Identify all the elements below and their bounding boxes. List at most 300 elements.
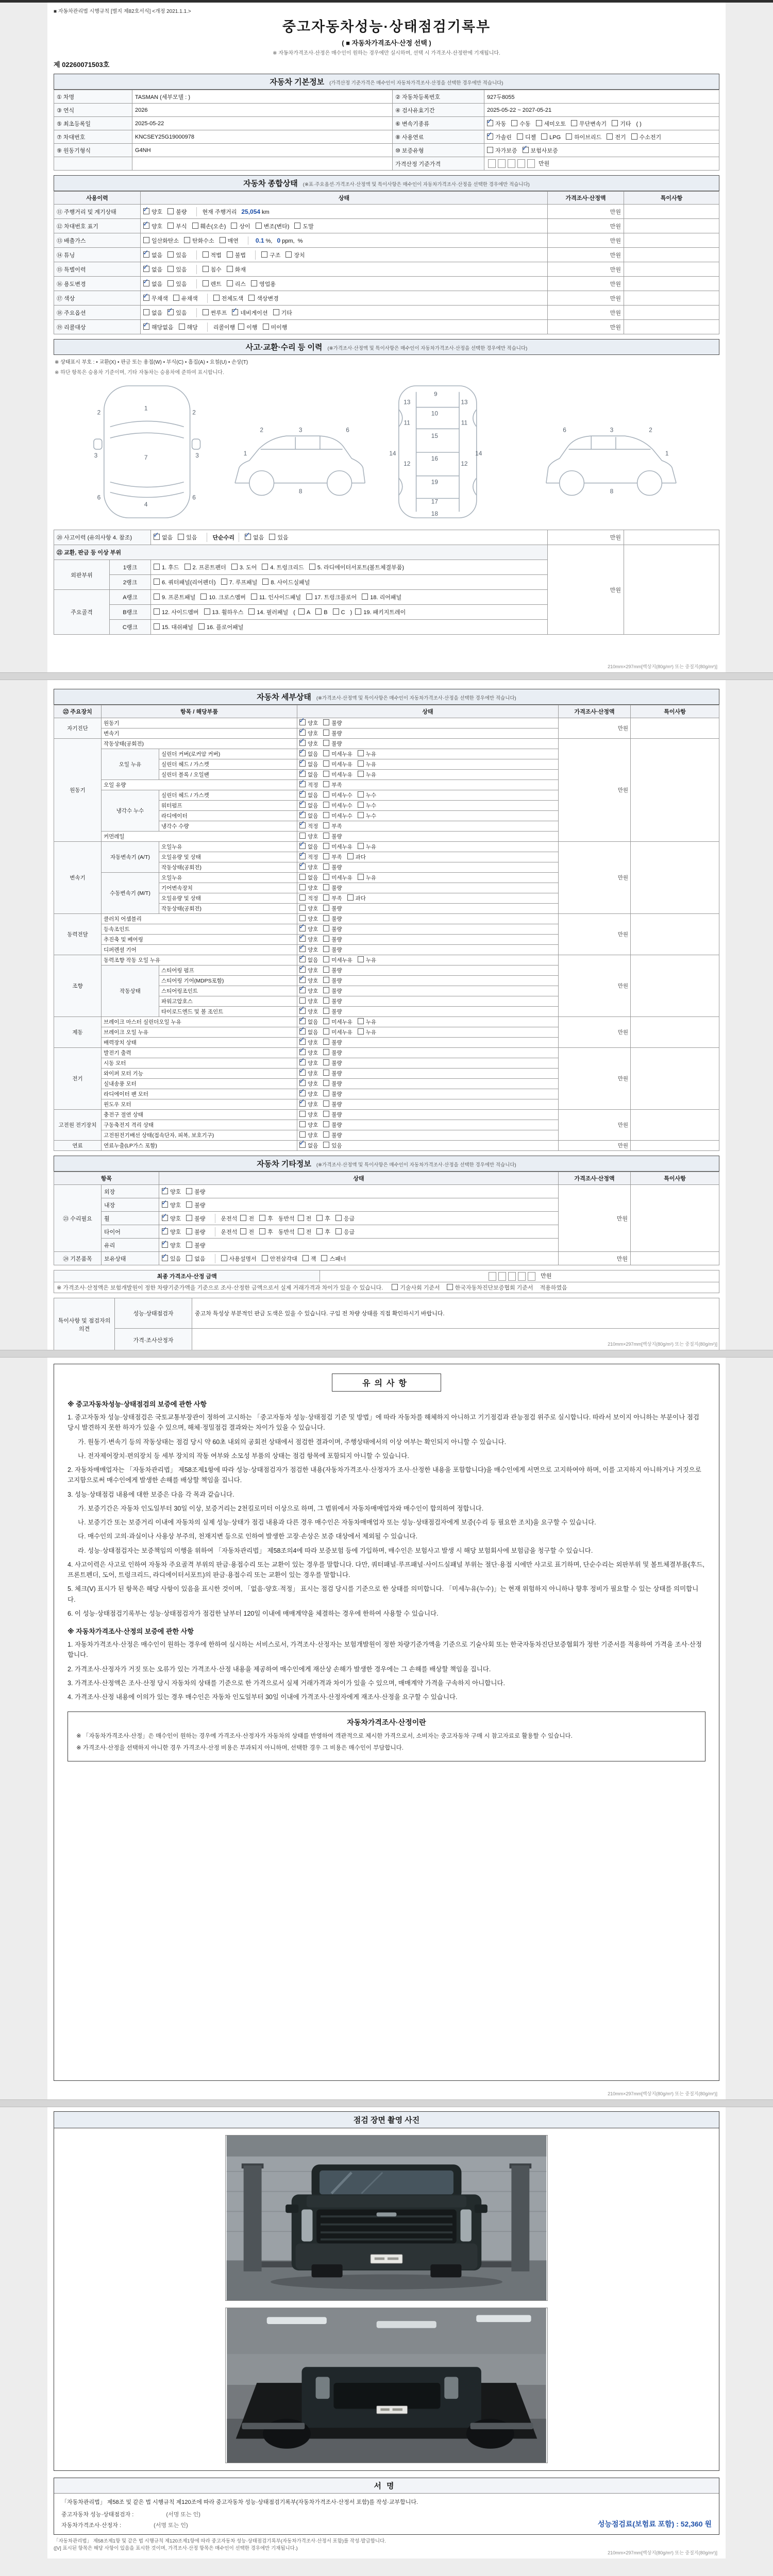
checkbox[interactable] [323,1039,329,1045]
option-9. 프론트패널 [154,593,195,601]
diagram-note: ※ 하단 항목은 승용차 기준이며, 기타 자동차는 승용차에 준하여 표시합니다. [55,370,224,376]
checkbox[interactable] [323,987,329,993]
checkbox-checked[interactable] [299,925,306,931]
checkbox-checked[interactable] [245,534,251,540]
checkbox[interactable] [323,1090,329,1096]
checkbox[interactable] [323,771,329,777]
checkbox[interactable] [511,120,517,126]
option-label: 불량 [331,1101,342,1108]
checkbox[interactable] [299,915,306,921]
checkbox[interactable] [347,894,354,901]
checkbox-checked[interactable] [299,740,306,746]
option-label: 누유 [365,761,377,768]
checkbox[interactable] [358,750,364,756]
checkbox[interactable] [298,608,305,615]
option-불량 [186,1228,205,1236]
checkbox[interactable] [299,884,306,890]
checkbox[interactable] [323,884,329,890]
option-불량 [323,936,342,943]
checkbox-checked[interactable] [299,1142,306,1148]
option-12. 사이드멤버 [154,608,198,616]
inspector-signature-label: 중고자동차 성능·상태점검자 : [61,2512,134,2518]
checkbox-checked[interactable] [299,1008,306,1014]
option-label: 불량 [331,834,342,840]
checkbox[interactable] [321,1255,327,1261]
notice-item: 다. 매수인의 고의·과실이나 사용상 부주의, 천재지변 등으로 인하여 발생한 고장·손상은 보증 대상에서 제외될 수 있습니다. [78,1533,418,1540]
option-훼손(오손) [192,222,226,230]
option-label: 2. 프론트펜더 [192,565,226,571]
option-사용설명서 [221,1255,257,1263]
option-label: 양호 [308,947,318,953]
checkbox[interactable] [299,997,306,1004]
price-digit-box [517,159,525,168]
checkbox-checked[interactable] [299,1039,306,1045]
document-number: 제 02260071503호 [54,61,110,69]
column-header: 가격조사·산정액 [548,192,624,205]
state-cell [297,718,559,728]
item-label: 작동상태(공회전) [159,904,297,914]
checkbox[interactable] [262,564,268,570]
checkbox[interactable] [259,1228,265,1234]
remarks-cell [631,1252,719,1265]
option-label: 있음 [176,266,187,273]
checkbox[interactable] [186,1188,192,1194]
checkbox[interactable] [358,874,364,880]
checkbox[interactable] [299,1131,306,1138]
checkbox-checked[interactable] [299,936,306,942]
option-label: 양호 [308,916,318,922]
option-prefix-text: 현재 주행거리 [202,209,237,215]
checkbox[interactable] [323,1028,329,1035]
option-양호 [143,222,162,230]
checkbox-checked[interactable] [299,1028,306,1035]
checkbox-checked[interactable] [299,1080,306,1086]
checkbox[interactable] [323,905,329,911]
checkbox-checked[interactable] [299,967,306,973]
checkbox[interactable] [273,309,279,315]
column-header: 가격조사·산정액 [559,1172,631,1185]
option-label: 불량 [331,1071,342,1077]
checkbox[interactable] [323,946,329,952]
checkbox[interactable] [203,280,209,286]
option-group [299,1028,385,1037]
option-전 [240,1214,254,1223]
checkbox[interactable] [299,894,306,901]
page-divider [0,1350,773,1358]
checkbox[interactable] [335,1215,342,1221]
checkbox[interactable] [154,623,160,630]
checkbox-checked[interactable] [299,802,306,808]
checkbox[interactable] [323,760,329,767]
checkbox-checked[interactable] [299,719,306,725]
checkbox-checked[interactable] [299,730,306,736]
price-option-line[interactable]: ( ■ 자동차가격조사·산정 선택 ) [342,39,431,47]
checkbox[interactable] [323,740,329,746]
checkbox[interactable] [204,608,210,615]
checkbox[interactable] [248,608,255,615]
checkbox[interactable] [192,223,198,229]
checkbox[interactable] [154,579,160,585]
checkbox[interactable] [186,1228,192,1234]
state-cell [159,1212,559,1225]
option-양호 [143,208,162,216]
checkbox[interactable] [221,1255,227,1261]
checkbox[interactable] [299,874,306,880]
checkbox[interactable] [167,208,174,214]
checkbox[interactable] [323,750,329,756]
checkbox[interactable] [167,266,174,272]
option-없음 [143,309,162,317]
checkbox[interactable] [335,1228,342,1234]
checkbox[interactable] [323,894,329,901]
checkbox[interactable] [263,324,269,330]
option-group [299,925,351,934]
checkbox-checked[interactable] [299,1090,306,1096]
checkbox[interactable] [358,1018,364,1024]
state-cell [141,219,548,233]
checkbox-checked[interactable] [299,843,306,849]
checkbox-checked[interactable] [299,791,306,798]
checkbox[interactable] [143,309,149,315]
checkbox[interactable] [487,147,493,153]
checkbox[interactable] [323,1111,329,1117]
checkbox[interactable] [323,915,329,921]
option-label: 양호 [308,988,318,994]
option-label: 영업용 [259,281,276,287]
checkbox[interactable] [541,133,547,140]
checkbox[interactable] [231,223,237,229]
option-label: C [341,609,345,616]
checkbox[interactable] [167,223,174,229]
option-구조 [261,251,280,259]
checkbox[interactable] [323,1008,329,1014]
checkbox[interactable] [186,1242,192,1248]
checkbox[interactable] [299,1121,306,1127]
checkbox[interactable] [303,1255,309,1261]
checkbox-checked[interactable] [487,133,493,140]
checkbox[interactable] [323,719,329,725]
checkbox[interactable] [256,223,262,229]
checkbox[interactable] [316,1215,323,1221]
checkbox[interactable] [299,1111,306,1117]
panel-rank-label: C랭크 [110,620,151,635]
checkbox[interactable] [358,1028,364,1035]
checkbox-checked[interactable] [143,295,149,301]
checkbox-checked[interactable] [299,946,306,952]
inspection-fee-label: 성능점검료(보험료 포함) : [597,2520,679,2528]
checkbox[interactable] [323,1142,329,1148]
notice-item: 5. 체크(V) 표시가 된 항목은 해당 사항이 있음을 표시한 것이며, 「없음·양호·적정」 표시는 점검 당시를 기준으로 한 상태를 의미합니다. 「미세누유(누수)」는 현재 위험하지 아니하나 향후 정비가 필요할 수 있는 상태를 의미합니다. [68,1585,699,1603]
checkbox[interactable] [358,843,364,849]
option-group [215,1254,356,1263]
accident-history-section [54,339,719,635]
option-label: 있음 [277,535,289,541]
checkbox[interactable] [227,280,233,286]
checkbox[interactable] [323,812,329,818]
checkbox[interactable] [323,1059,329,1065]
checkbox[interactable] [323,977,329,983]
detail-row [54,1110,719,1120]
checkbox[interactable] [251,280,257,286]
checkbox[interactable] [347,853,354,859]
option-불량 [323,1070,342,1077]
checkbox[interactable] [566,133,572,140]
checkbox[interactable] [323,1121,329,1127]
option-불량 [323,719,342,727]
checkbox[interactable] [220,237,226,243]
checkbox[interactable] [299,905,306,911]
header-row [54,705,719,718]
checkbox[interactable] [333,608,339,615]
checkbox[interactable] [167,280,174,286]
checkbox-checked[interactable] [154,534,160,540]
checkbox[interactable] [323,1018,329,1024]
checkbox-checked[interactable] [143,266,149,272]
checkbox[interactable] [362,594,368,600]
checkbox[interactable] [294,223,300,229]
checkbox[interactable] [315,608,322,615]
option-label: 불량 [194,1189,206,1195]
panel-rank-label: A랭크 [110,590,151,605]
checkbox[interactable] [203,251,209,258]
checkbox-checked[interactable] [299,977,306,983]
price-estimate-cell: 만원 [548,320,624,334]
checkbox[interactable] [323,833,329,839]
option-label: 불법 [234,252,246,259]
checkbox-checked[interactable] [299,822,306,828]
checkbox-checked[interactable] [299,956,306,962]
checkbox-checked[interactable] [299,1100,306,1107]
option-prefix-text: ( [293,609,295,616]
checkbox[interactable] [178,534,184,540]
checkbox[interactable] [323,874,329,880]
price-estimate-cell: 만원 [548,262,624,277]
checkbox[interactable] [323,1080,329,1086]
checkbox[interactable] [285,251,292,258]
checkbox-checked[interactable] [162,1242,168,1248]
checkbox[interactable] [240,1228,246,1234]
item-label: 연료누출(LP가스 포함) [102,1141,297,1151]
checkbox-checked[interactable] [299,781,306,787]
price-estimate-cell: 만원 [548,530,624,545]
checkbox[interactable] [517,133,523,140]
checkbox[interactable] [323,791,329,798]
section-header [54,74,719,90]
option-응급 [335,1228,355,1236]
checkbox[interactable] [298,1215,304,1221]
checkbox[interactable] [186,1201,192,1208]
checkbox-checked[interactable] [143,251,149,258]
checkbox-checked[interactable] [162,1228,168,1234]
checkbox[interactable] [323,822,329,828]
section-note: (※표·주요옵션·가격조사·산정액 및 특이사항은 매수인이 자동차가격조사·산정을 선택한 경우에만 적습니다) [303,182,530,188]
footer-note-1: 「자동차관리법」 제58조제1항 및 같은 법 시행규칙 제120조제1항에 따라 중고자동차 성능·상태점검기록부(자동차가격조사·산정서 포함)를 작성·발급합니다. [54,2538,386,2544]
checkbox[interactable] [184,564,191,570]
option-group [299,904,351,913]
option-label: 양호 [308,741,318,747]
option-label: 없음 [308,751,318,757]
option-label: 일산화탄소 [152,238,179,244]
checkbox[interactable] [154,594,160,600]
checkbox[interactable] [203,309,209,315]
checkbox-checked[interactable] [162,1215,168,1221]
checkbox[interactable] [323,1131,329,1138]
checkbox[interactable] [447,1284,453,1290]
checkbox-checked[interactable] [143,208,149,214]
checkbox-checked[interactable] [299,863,306,870]
checkbox[interactable] [184,237,190,243]
checkbox[interactable] [323,1049,329,1055]
checkbox-checked[interactable] [299,1070,306,1076]
checkbox-checked[interactable] [167,309,174,315]
checkbox[interactable] [309,564,315,570]
notice-item: 2. 가격조사·산정자가 거짓 또는 오류가 있는 가격조사·산정 내용을 제공하여 매수인에게 재산상 손해가 발생한 경우에는 그 손해를 배상할 책임을 집니다. [68,1665,491,1673]
checkbox-checked[interactable] [299,987,306,993]
item-label: 원동기 [102,718,297,728]
checkbox[interactable] [298,1228,304,1234]
checkbox[interactable] [154,608,160,615]
checkbox[interactable] [200,594,207,600]
state-cell [297,1017,559,1027]
checkbox[interactable] [392,1284,398,1290]
checkbox[interactable] [323,1070,329,1076]
field-label: ② 자동차등록번호 [393,90,484,104]
checkbox[interactable] [571,120,577,126]
checkbox[interactable] [607,133,613,140]
checkbox[interactable] [198,623,205,630]
checkbox[interactable] [240,1215,246,1221]
checkbox[interactable] [231,564,238,570]
checkbox[interactable] [227,266,233,272]
checkbox[interactable] [323,781,329,787]
checkbox[interactable] [179,324,185,330]
checkbox[interactable] [323,843,329,849]
checkbox-checked[interactable] [299,750,306,756]
checkbox-checked[interactable] [162,1188,168,1194]
checkbox-checked[interactable] [299,812,306,818]
checkbox[interactable] [358,956,364,962]
overall-condition-section [54,175,719,334]
checkbox-checked[interactable] [299,1049,306,1055]
notice-item: 3. 가격조사·산정액은 조사·산정 당시 자동차의 상태를 기준으로 한 가격으로서 실제 거래가격과 차이가 있을 수 있으며, 매매계약 가격을 구속하지 아니합니다. [68,1679,505,1687]
checkbox[interactable] [269,534,275,540]
checkbox[interactable] [251,594,257,600]
checkbox-checked[interactable] [299,1018,306,1024]
option-label: 미세누유 [331,1019,352,1025]
checkbox[interactable] [227,251,233,258]
checkbox[interactable] [612,120,618,126]
checkbox[interactable] [358,771,364,777]
checkbox[interactable] [323,853,329,859]
basic-info-section [54,74,719,171]
checkbox[interactable] [173,295,179,301]
inspection-photos-title: 점검 장면 촬영 사진 [54,2112,719,2128]
state-cell [297,996,559,1007]
option-group [143,207,196,216]
checkbox[interactable] [323,730,329,736]
diagram-part-number: 13 [461,398,468,406]
checkbox-checked[interactable] [523,147,529,153]
checkbox[interactable] [323,956,329,962]
checkbox-checked[interactable] [162,1255,168,1261]
checkbox[interactable] [358,791,364,798]
checkbox[interactable] [167,251,174,258]
checkbox[interactable] [203,266,209,272]
checkbox[interactable] [238,324,244,330]
checkbox[interactable] [323,936,329,942]
device-name: 변속기 [54,842,102,914]
checkbox[interactable] [323,1100,329,1107]
option-group [299,791,385,800]
checkbox[interactable] [213,295,220,301]
checkbox[interactable] [358,812,364,818]
checkbox[interactable] [323,967,329,973]
checkbox-checked[interactable] [299,760,306,767]
option-label: 불량 [331,741,342,747]
checkbox[interactable] [631,133,637,140]
checkbox[interactable] [323,863,329,870]
checkbox-checked[interactable] [299,853,306,859]
state-cell [141,205,548,219]
checkbox-checked[interactable] [143,324,149,330]
checkbox[interactable] [358,760,364,767]
checkbox[interactable] [299,833,306,839]
checkbox[interactable] [143,237,149,243]
checkbox-checked[interactable] [299,1059,306,1065]
option-group [299,1018,385,1026]
option-누유 [358,874,376,882]
usage-item-label: ⑯ 용도변경 [54,277,141,291]
checkbox[interactable] [154,564,160,570]
checkbox[interactable] [536,120,542,126]
option-누유 [358,771,376,778]
checkbox[interactable] [261,251,267,258]
state-cell [297,790,559,801]
checkbox-checked[interactable] [143,280,149,286]
checkbox[interactable] [248,295,255,301]
checkbox[interactable] [262,1255,268,1261]
checkbox[interactable] [323,802,329,808]
checkbox[interactable] [355,608,361,615]
state-cell [297,759,559,770]
checkbox[interactable] [259,1215,265,1221]
option-label: 미세누수 [331,792,352,799]
field-label: ⑤ 최초등록일 [54,117,132,130]
checkbox-checked[interactable] [162,1201,168,1208]
checkbox[interactable] [358,802,364,808]
checkbox[interactable] [316,1228,323,1234]
checkbox[interactable] [323,997,329,1004]
option-label: 보험사보증 [530,147,558,154]
checkbox-checked[interactable] [299,771,306,777]
panel-part-label: 외판부위 [54,560,110,590]
option-label: 없음 [308,813,318,819]
checkbox-checked[interactable] [143,223,149,229]
checkbox-checked[interactable] [487,120,493,126]
checkbox[interactable] [306,594,312,600]
checkbox[interactable] [323,925,329,931]
option-유채색 [173,294,198,302]
state-cell [297,728,559,739]
checkbox[interactable] [262,579,268,585]
option-B [315,608,327,616]
state-cell [297,955,559,965]
checkbox[interactable] [221,579,227,585]
option-label: 있음 [186,535,197,541]
checkbox[interactable] [186,1255,192,1261]
checkbox[interactable] [186,1215,192,1221]
checkbox-checked[interactable] [232,309,238,315]
